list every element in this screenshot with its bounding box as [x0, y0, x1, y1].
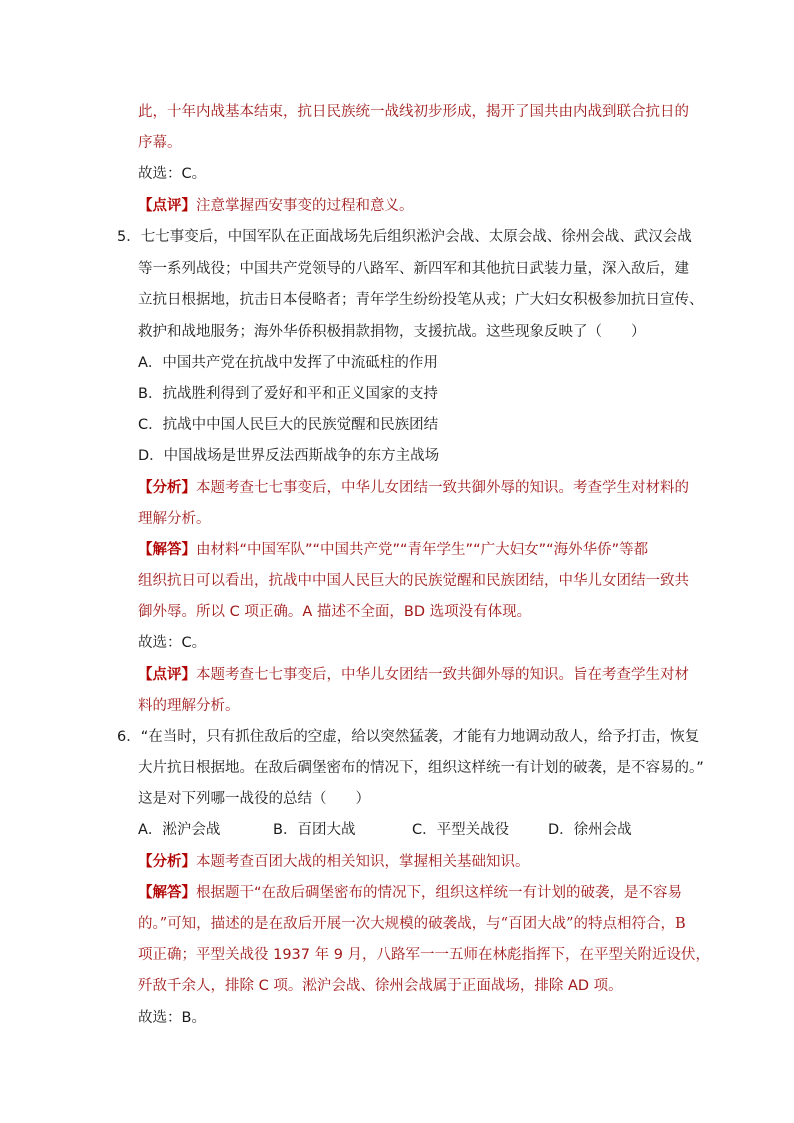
q5-answer-line: 御外辱。所以 C 项正确。A 描述不全面，BD 选项没有体现。: [138, 604, 532, 620]
q5-option-b: B．抗战胜利得到了爱好和平和正义国家的支持: [138, 386, 438, 402]
q6-answer-line: 歼敌千余人，排除 C 项。淞沪会战、徐州会战属于正面战场，排除 AD 项。: [138, 978, 623, 994]
q6-option-a: A．淞沪会战: [138, 822, 221, 838]
q4-comment: [138, 196, 414, 216]
q6-stem-line: 大片抗日根据地。在敌后碉堡密布的情况下，组织这样统一有计划的破袭，是不容易的。”: [138, 760, 704, 776]
q6-options-row: [0, 820, 794, 840]
q6-analysis: 【分析】本题考查百团大战的相关知识，掌握相关基础知识。: [138, 854, 530, 870]
answer-tag: 【解答】: [138, 885, 196, 901]
q5-stem-line: 立抗日根据地，抗击日本侵略者；青年学生纷纷投笔从戎；广大妇女积极参加抗日宣传、: [138, 292, 704, 308]
q6-stem-line: 6．“在当时，只有抓住敌后的空虚，给以突然猛袭，才能有力地调动敌人，给予打击，恢复: [117, 729, 700, 745]
comment-tag: 【点评】: [138, 198, 196, 214]
q5-option-a: A．中国共产党在抗战中发挥了中流砥柱的作用: [138, 355, 438, 371]
q5-analysis-line: 理解分析。: [138, 511, 211, 527]
q5-stem-line: 等一系列战役；中国共产党领导的八路军、新四军和其他抗日武装力量，深入敌后，建: [138, 261, 689, 277]
q5-comment: 【点评】本题考查七七事变后，中华儿女团结一致共御外辱的知识。旨在考查学生对材: [138, 667, 689, 683]
q6-number: 6．: [117, 729, 141, 745]
q5-comment-line: 料的理解分析。: [138, 698, 240, 714]
q4-answer-line: 此，十年内战基本结束，抗日民族统一战线初步形成，揭开了国共由内战到联合抗日的: [138, 104, 689, 120]
q5-answer: 【解答】由材料“中国军队”“中国共产党”“青年学生”“广大妇女”“海外华侨”等都: [138, 542, 649, 558]
q4-choice: 故选：C。: [138, 166, 207, 182]
q5-option-d: D．中国战场是世界反法西斯战争的东方主战场: [138, 448, 440, 464]
q5-choice: 故选：C。: [138, 635, 207, 651]
q5-answer-line: 组织抗日可以看出，抗战中中国人民巨大的民族觉醒和民族团结，中华儿女团结一致共: [138, 573, 689, 589]
q6-option-c: C．平型关战役: [412, 822, 510, 838]
answer-tag: 【解答】: [138, 542, 196, 558]
q5-number: 5．: [117, 229, 141, 245]
q4-answer-line: 序幕。: [138, 135, 182, 151]
q6-option-d: D．徐州会战: [548, 822, 632, 838]
q6-answer: 【解答】根据题干“在敌后碉堡密布的情况下，组织这样统一有计划的破袭，是不容易: [138, 885, 683, 901]
q6-answer-line: 项正确；平型关战役 1937 年 9 月，八路军一一五师在林彪指挥下，在平型关附近设伏，: [138, 947, 711, 963]
comment-text: 注意掌握西安事变的过程和意义。: [196, 198, 414, 214]
q6-option-b: B．百团大战: [273, 822, 356, 838]
analysis-tag: 【分析】: [138, 480, 196, 496]
q5-option-c: C．抗战中中国人民巨大的民族觉醒和民族团结: [138, 417, 439, 433]
analysis-tag: 【分析】: [138, 854, 196, 870]
q5-stem-line: 救护和战地服务；海外华侨积极捐款捐物，支援抗战。这些现象反映了（ ）: [138, 324, 646, 340]
q5-analysis: 【分析】本题考查七七事变后，中华儿女团结一致共御外辱的知识。考查学生对材料的: [138, 480, 689, 496]
q6-choice: 故选：B。: [138, 1010, 206, 1026]
comment-tag: 【点评】: [138, 667, 196, 683]
q6-stem-line: 这是对下列哪一战役的总结（ ）: [138, 791, 370, 807]
q5-stem-line: 5．七七事变后，中国军队在正面战场先后组织淞沪会战、太原会战、徐州会战、武汉会战: [117, 229, 692, 245]
q6-answer-line: 的。”可知，描述的是在敌后开展一次大规模的破袭战，与“百团大战”的特点相符合，B: [138, 916, 686, 932]
